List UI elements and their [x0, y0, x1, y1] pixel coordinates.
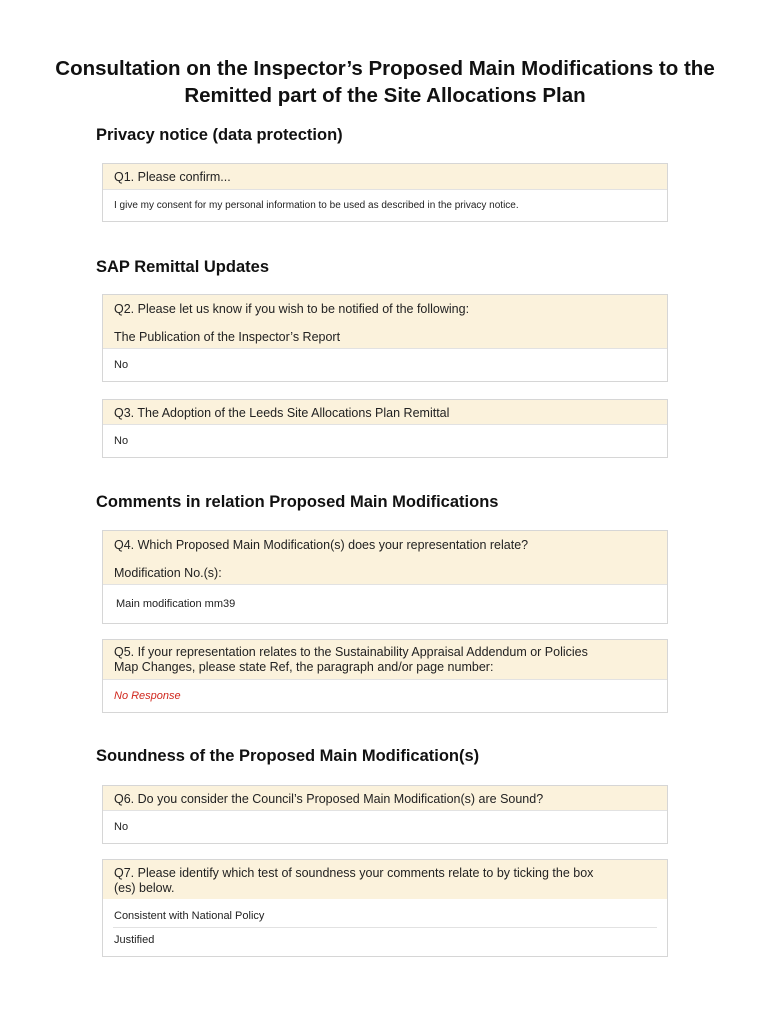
answer-q3: No [103, 424, 667, 457]
answer-q7-justified: Justified [113, 927, 657, 956]
question-card-q3 [102, 399, 668, 458]
question-card-q7 [102, 859, 668, 957]
question-q2-sub: The Publication of the Inspector’s Report [114, 330, 341, 344]
question-q5-line1: Q5. If your representation relates to the Sustainability Appraisal Addendum or Policies [114, 645, 588, 659]
question-q4 [103, 531, 667, 584]
question-q2 [103, 295, 667, 348]
answer-q1: I give my consent for my personal information to be used as described in the privacy notice. [103, 189, 667, 221]
section-heading-privacy: Privacy notice (data protection) [96, 126, 343, 144]
question-card-q4 [102, 530, 668, 624]
document-title [0, 55, 770, 109]
question-card-q1 [102, 163, 668, 222]
question-q7-line1: Q7. Please identify which test of soundness your comments relate to by ticking the box [114, 866, 594, 880]
document-title-line1: Consultation on the Inspector’s Proposed Main Modifications to the [55, 57, 715, 80]
document-title-line2: Remitted part of the Site Allocations Plan [184, 84, 586, 107]
question-q3: Q3. The Adoption of the Leeds Site Allocations Plan Remittal [103, 400, 667, 424]
question-card-q2 [102, 294, 668, 382]
question-q5 [103, 640, 667, 679]
question-q7 [103, 860, 667, 899]
question-q7-line2: (es) below. [114, 881, 175, 895]
answer-q2: No [103, 348, 667, 381]
question-card-q5 [102, 639, 668, 713]
question-q5-line2: Map Changes, please state Ref, the paragraph and/or page number: [114, 660, 494, 674]
question-q4-text: Q4. Which Proposed Main Modification(s) does your representation relate? [114, 538, 529, 552]
answer-q4: Main modification mm39 [103, 584, 667, 623]
question-q2-text: Q2. Please let us know if you wish to be notified of the following: [114, 302, 470, 316]
question-q4-sub: Modification No.(s): [114, 566, 222, 580]
section-heading-sap-remittal: SAP Remittal Updates [96, 258, 269, 276]
section-heading-comments: Comments in relation Proposed Main Modifications [96, 493, 499, 511]
answer-q6: No [103, 810, 667, 843]
question-card-q6 [102, 785, 668, 844]
question-q6: Q6. Do you consider the Council’s Proposed Main Modification(s) are Sound? [103, 786, 667, 810]
answer-q7-consistent-with-national-policy: Consistent with National Policy [114, 910, 265, 922]
answer-q5-no-response: No Response [103, 679, 667, 712]
section-heading-soundness: Soundness of the Proposed Main Modification(s) [96, 747, 480, 765]
question-q1: Q1. Please confirm... [103, 164, 667, 189]
